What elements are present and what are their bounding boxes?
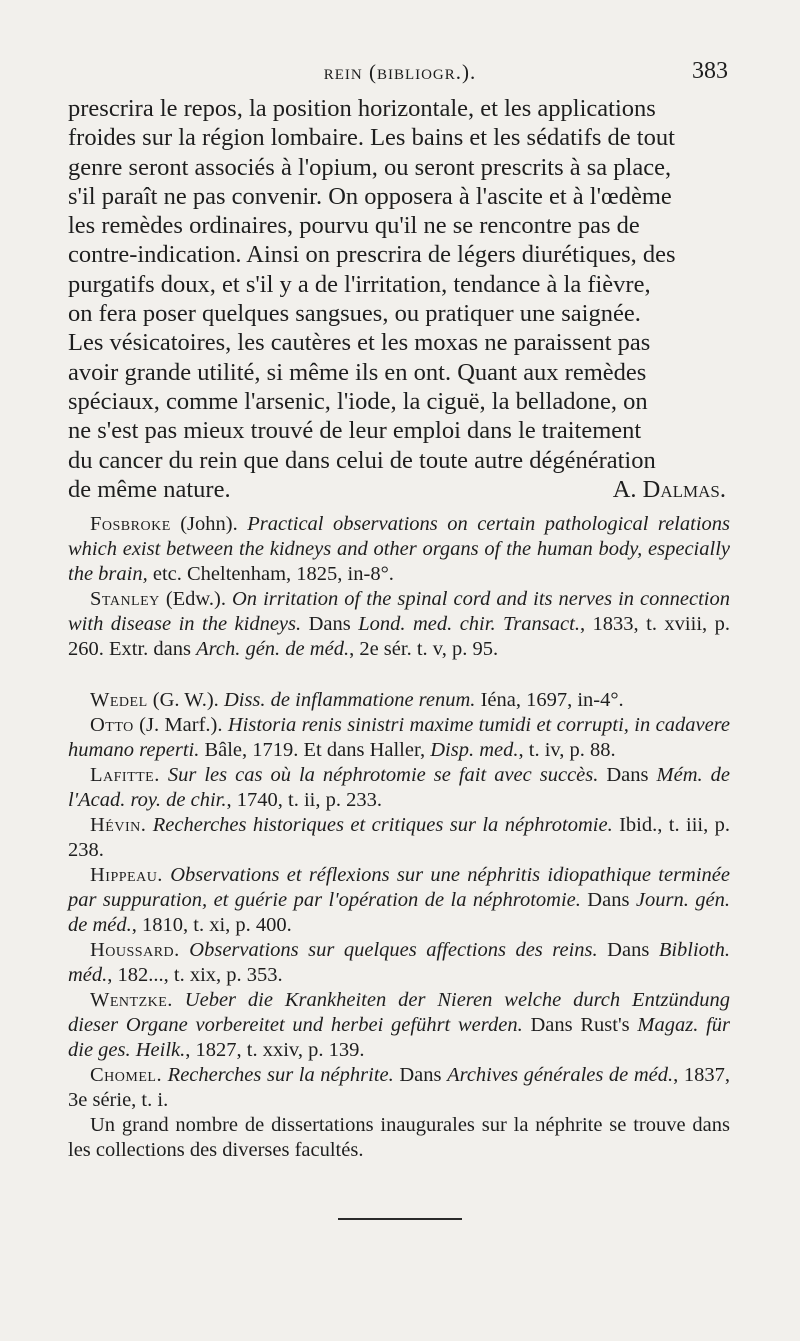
bib-details: etc. Cheltenham, 1825, in-8°.: [147, 563, 394, 585]
bibliography-section-1: [68, 512, 730, 662]
running-head: rein (bibliogr.).: [323, 60, 477, 84]
bib-details: , 1837, 3e série, t. i.: [68, 1064, 730, 1111]
bib-title: Recherches historiques et critiques sur la néphrotomie.: [146, 814, 613, 836]
body-last-line: [68, 475, 730, 504]
bib-details: Dans: [597, 939, 659, 961]
body-line: genre seront associés à l'opium, ou seront prescrits à sa place,: [68, 153, 672, 181]
bib-journal: Arch. gén. de méd.: [196, 638, 350, 660]
bib-details: , 1827, t. xxiv, p. 139.: [185, 1039, 365, 1061]
bib-entry: [68, 863, 730, 938]
bib-details: Dans: [598, 764, 657, 786]
bib-title: Diss. de inflammatione renum.: [223, 689, 476, 711]
bib-title: On irritation of the spinal cord and its nerves in connection with disease in the kidneys.: [68, 588, 730, 635]
bib-author: Stanley: [90, 588, 160, 610]
bib-journal: Magaz. für die ges. Heilk.: [68, 1014, 730, 1061]
bib-details: Dans: [393, 1064, 448, 1086]
bib-author: Lafitte.: [90, 764, 160, 786]
body-line: avoir grande utilité, si même ils en ont. Quant aux remèdes: [68, 358, 647, 386]
closing-rule: [338, 1218, 462, 1220]
body-paragraph: [68, 94, 730, 504]
body-line: ne s'est pas mieux trouvé de leur emploi dans le traitement: [68, 417, 642, 445]
bib-author-initials: (G. W.).: [147, 689, 224, 711]
bib-note: Un grand nombre de dissertations inaugurales sur la néphrite se trouve dans les collections des diverses facultés.: [68, 1114, 730, 1161]
bib-entry: [68, 1063, 730, 1113]
bib-entry: [68, 512, 730, 587]
bib-journal: Lond. med. chir. Transact.: [358, 613, 580, 635]
body-line: du cancer du rein que dans celui de toute autre dégénération: [68, 446, 656, 474]
bib-entry: [68, 988, 730, 1063]
bib-journal: Journ. gén. de méd.: [68, 889, 730, 936]
bib-details: , 1833, t. xviii, p. 260. Extr. dans: [68, 613, 730, 660]
author-signature: A. Dalmas.: [612, 475, 726, 503]
bib-title: Practical observations on certain pathological relations which exist between the kidneys and other organs of the human body, especially the brain,: [68, 513, 730, 585]
bib-author: Hippeau.: [90, 864, 163, 886]
body-line: prescrira le repos, la position horizontale, et les applications: [68, 95, 656, 122]
bib-author: Wedel: [90, 689, 148, 711]
bib-journal: Disp. med.: [430, 739, 519, 761]
bib-title: Historia renis sinistri maxime tumidi et corrupti, in cadavere humano reperti.: [68, 714, 730, 761]
body-line: contre-indication. Ainsi on prescrira de légers diurétiques, des: [68, 241, 676, 269]
bib-title: Sur les cas où la néphrotomie se fait avec succès.: [159, 764, 599, 786]
bib-author-initials: (Edw.).: [159, 588, 232, 610]
bibliography-section-2: [68, 688, 730, 1163]
bib-journal: Archives générales de méd.: [447, 1064, 674, 1086]
bib-entry: [68, 938, 730, 988]
bib-details: , 1810, t. xi, p. 400.: [131, 914, 292, 936]
bib-entry: [68, 813, 730, 863]
bib-journal: Mém. de l'Acad. roy. de chir.: [68, 764, 730, 811]
bib-details: Iéna, 1697, in-4°.: [475, 689, 624, 711]
bib-title: Observations sur quelques affections des reins.: [179, 939, 598, 961]
bib-title: Recherches sur la néphrite.: [162, 1064, 394, 1086]
body-line: purgatifs doux, et s'il y a de l'irritation, tendance à la fièvre,: [68, 270, 651, 298]
body-line: de même nature.: [68, 475, 231, 503]
bib-details: Ibid., t. iii, p. 238.: [68, 814, 730, 861]
bib-journal: Biblioth. méd.: [68, 939, 730, 986]
bib-entry: [68, 763, 730, 813]
bib-author: Wentzke.: [90, 989, 173, 1011]
bib-details: , 182..., t. xix, p. 353.: [107, 964, 283, 986]
bib-details: Dans Rust's: [522, 1014, 638, 1036]
body-line: Les vésicatoires, les cautères et les moxas ne paraissent pas: [68, 329, 651, 357]
bib-entry: [68, 713, 730, 763]
bib-author: Otto: [90, 714, 134, 736]
bib-author-initials: (John).: [170, 513, 248, 535]
bib-title: Observations et réflexions sur une néphritis idiopathique terminée par suppuration, et guérie par l'opération de la néphrotomie.: [68, 864, 730, 911]
bib-author: Fosbroke: [90, 513, 171, 535]
bib-details: , 2e sér. t. v, p. 95.: [349, 638, 499, 660]
bib-details: , t. iv, p. 88.: [518, 739, 616, 761]
bib-details: Bâle, 1719. Et dans Haller,: [199, 739, 431, 761]
bib-entry: [68, 587, 730, 662]
bib-author: Houssard.: [90, 939, 180, 961]
body-line: les remèdes ordinaires, pourvu qu'il ne se rencontre pas de: [68, 212, 640, 240]
body-line: froides sur la région lombaire. Les bains et les sédatifs de tout: [68, 124, 675, 152]
bib-author-initials: (J. Marf.).: [133, 714, 228, 736]
body-line: spéciaux, comme l'arsenic, l'iode, la ciguë, la belladone, on: [68, 387, 648, 415]
body-line: s'il paraît ne pas convenir. On opposera à l'ascite et à l'œdème: [68, 182, 672, 210]
page-number: 383: [692, 58, 728, 84]
bib-details: Dans: [301, 613, 359, 635]
bib-entry: [68, 688, 730, 713]
bib-author: Hévin.: [90, 814, 147, 836]
body-line: on fera poser quelques sangsues, ou pratiquer une saignée.: [68, 300, 641, 328]
bib-details: Dans: [580, 889, 636, 911]
bib-title: Ueber die Krankheiten der Nieren welche durch Entzündung dieser Organe vorbereitet und herbei geführt werden.: [68, 989, 730, 1036]
bib-details: , 1740, t. ii, p. 233.: [226, 789, 382, 811]
page-header: [0, 60, 800, 92]
bib-author: Chomel.: [90, 1064, 163, 1086]
